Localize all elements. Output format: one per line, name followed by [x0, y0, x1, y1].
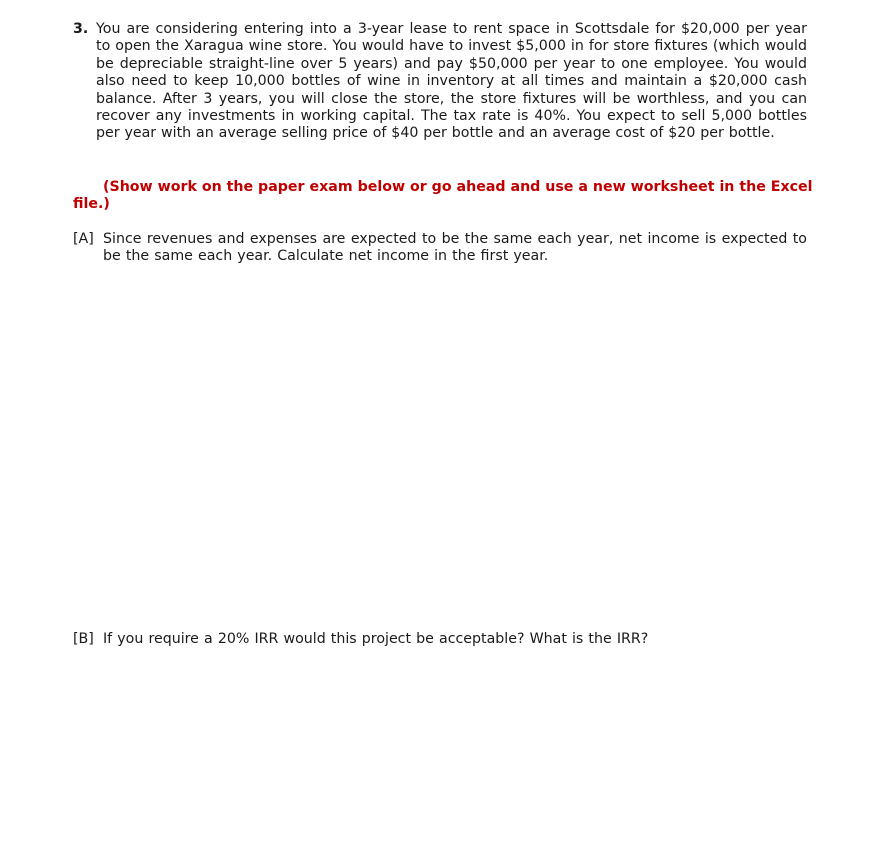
part-a	[73, 231, 807, 266]
part-a-text: Since revenues and expenses are expected to be the same each year, net income is expected to be the same each year. Calculate net income in the first year.	[103, 231, 807, 265]
question-3	[73, 21, 807, 143]
part-a-label: [A]	[73, 231, 94, 247]
part-b	[73, 631, 807, 648]
question-number: 3.	[73, 21, 89, 37]
part-b-text: If you require a 20% IRR would this project be acceptable? What is the IRR?	[103, 631, 649, 647]
part-b-label: [B]	[73, 631, 94, 647]
instruction-text: (Show work on the paper exam below or go ahead and use a new worksheet in the Excel file.)	[73, 179, 813, 213]
question-text: You are considering entering into a 3-year lease to rent space in Scottsdale for $20,000 per year to open the Xaragua wine store. You would have to invest $5,000 in for store fixtures (which would be depreciable straight-line over 5 years) and pay $50,000 per year to one employee. You would also need to keep 10,000 bottles of wine in inventory at all times and maintain a $20,000 cash balance. After 3 years, you will close the store, the store fixtures will be worthless, and you can recover any investments in working capital. The tax rate is 40%. You expect to sell 5,000 bottles per year with an average selling price of $40 per bottle and an average cost of $20 per bottle.	[96, 21, 807, 142]
